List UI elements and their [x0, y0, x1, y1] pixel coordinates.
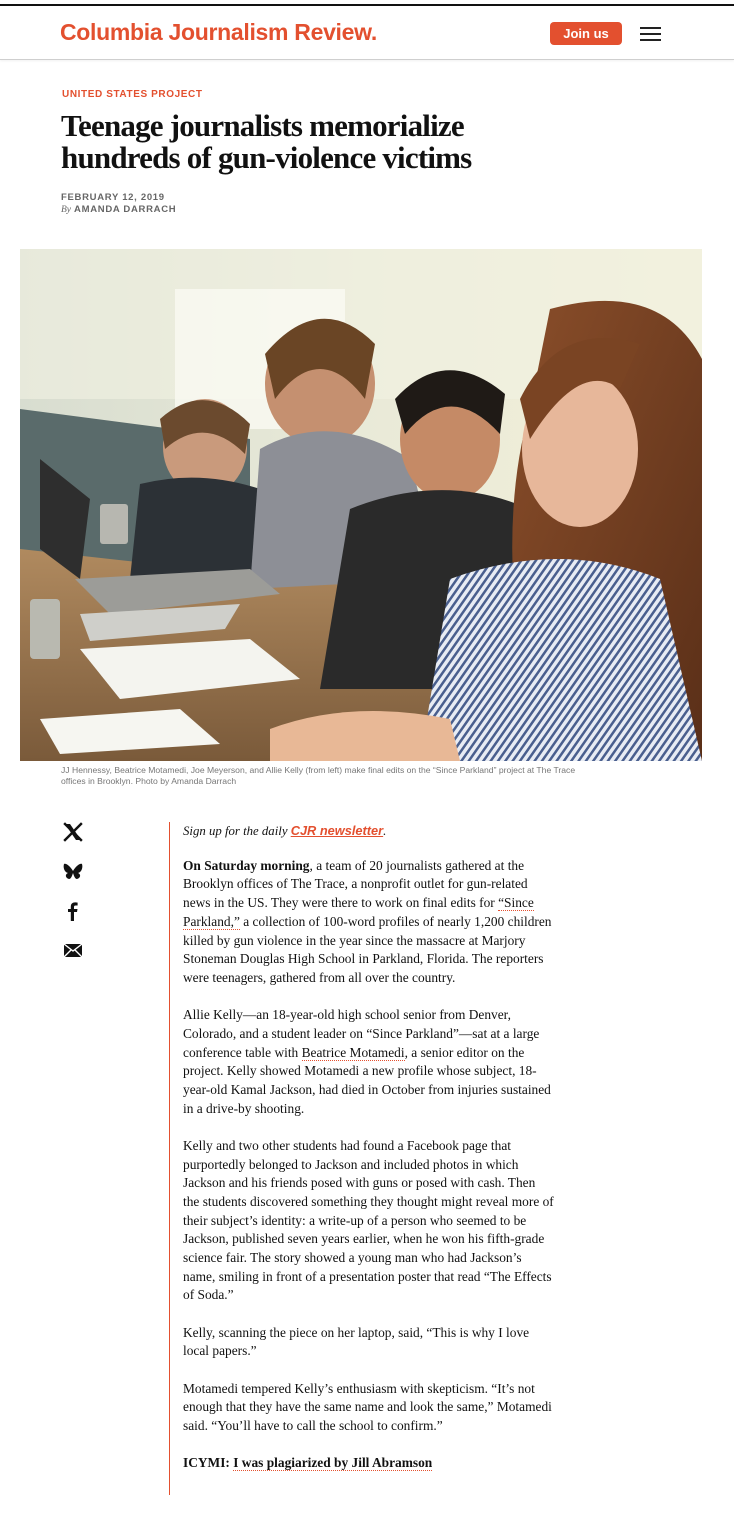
icymi-label: ICYMI: — [183, 1455, 230, 1471]
byline — [61, 204, 176, 215]
publish-date: FEBRUARY 12, 2019 — [61, 192, 165, 203]
author-link[interactable]: AMANDA DARRACH — [74, 204, 177, 215]
article-left-rule — [169, 822, 170, 1495]
site-logo[interactable]: Columbia Journalism Review. — [60, 19, 377, 45]
paragraph-2-text-a: Allie Kelly—an 18-year-old high school senior from Denver, Colorado, and a student leader on “Since Parkland”—sat at a large conference table with — [183, 1007, 540, 1060]
photo-caption: JJ Hennessy, Beatrice Motamedi, Joe Meyerson, and Allie Kelly (from left) make final edits on the “Since Parkland” project at The Trace offices in Brooklyn. Photo by Amanda Darrach — [61, 765, 576, 786]
bluesky-icon[interactable] — [62, 861, 84, 883]
facebook-icon[interactable] — [62, 900, 84, 922]
section-kicker[interactable]: UNITED STATES PROJECT — [62, 89, 203, 100]
paragraph-2 — [183, 1006, 555, 1118]
newsletter-link[interactable]: CJR newsletter — [290, 823, 384, 838]
join-us-button[interactable]: Join us — [550, 22, 622, 45]
article-headline: Teenage journalists memorialize hundreds of gun-violence victims — [61, 108, 472, 175]
signup-suffix: . — [383, 824, 387, 838]
x-icon[interactable] — [62, 821, 84, 843]
since-parkland-link[interactable]: “Since Parkland,” — [183, 895, 534, 929]
site-header — [0, 6, 734, 60]
paragraph-4: Kelly, scanning the piece on her laptop, said, “This is why I love local papers.” — [183, 1324, 530, 1359]
beatrice-motamedi-link[interactable]: Beatrice Motamedi — [301, 1044, 405, 1060]
paragraph-3: Kelly and two other students had found a Facebook page that purportedly belonged to Jackson and included photos in which Jackson and his friends posed with guns or posed with cash. Then the students discovered something they thought might reveal more of their subject’s identity: a write-up of a person who seemed to be Jackson, published seven years earlier, when he won his fifth-grade science fair. The story showed a young man who had Jackson’s name, smiling in front of a presentation poster that read “The Effects of Soda.” — [183, 1137, 554, 1303]
email-icon[interactable] — [62, 939, 84, 961]
paragraph-1-text-b: a collection of 100-word profiles of nearly 1,200 children killed by gun violence in the year since the massacre at Marjory Stoneman Douglas High School in Parkland, Florida. The reporters were teenagers, gathered from all over the country. — [183, 913, 552, 985]
paragraph-5: Motamedi tempered Kelly’s enthusiasm with skepticism. “It’s not enough that they have the same name and look the same,” Motamedi said. “You’ll have to call the school to confirm.” — [183, 1380, 552, 1433]
signup-prefix: Sign up for the daily — [183, 824, 288, 838]
icymi-line — [183, 1454, 555, 1473]
paragraph-1-text-a: , a team of 20 journalists gathered at the Brooklyn offices of The Trace, a nonprofit outlet for gun-related news in the US. They were there to work on final edits for — [183, 857, 528, 911]
hero-photo — [20, 249, 702, 761]
paragraph-1-lead: On Saturday morning — [183, 857, 310, 873]
hamburger-menu-icon[interactable] — [640, 26, 662, 41]
byline-prefix: By — [61, 205, 72, 215]
newsletter-signup — [183, 822, 555, 841]
paragraph-1 — [183, 857, 555, 988]
paragraph-2-text-b: , a senior editor on the project. Kelly showed Motamedi a new profile whose subject, 18-year-old Kamal Jackson, had died in October from injuries sustained in a drive-by shooting. — [183, 1044, 551, 1116]
icymi-link[interactable]: I was plagiarized by Jill Abramson — [233, 1455, 433, 1471]
article-body — [183, 822, 555, 1491]
